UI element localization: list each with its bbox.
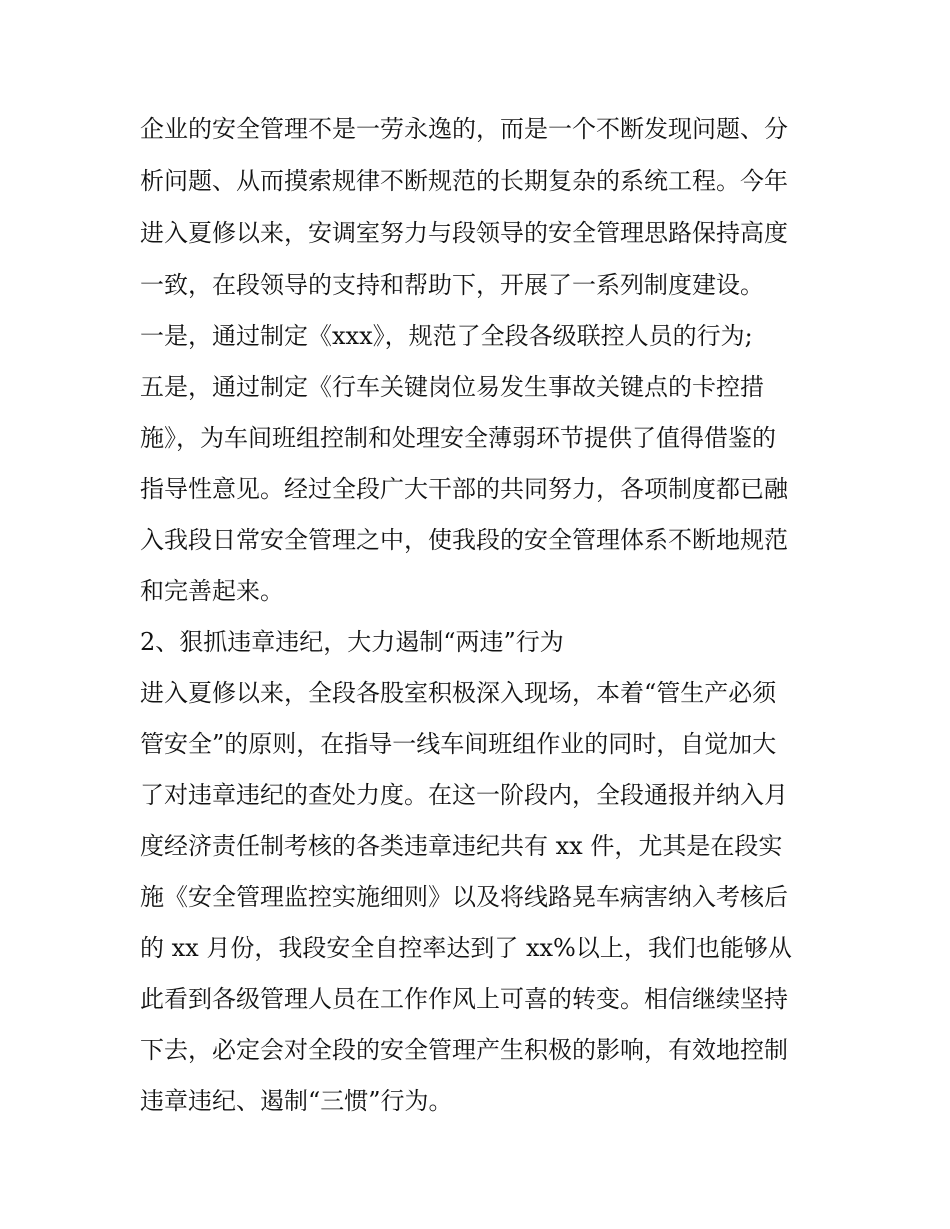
text-line: 进入夏修以来，安调室努力与段领导的安全管理思路保持高度 xyxy=(140,219,788,247)
text-line: 指导性意见。经过全段广大干部的共同努力，各项制度都已融 xyxy=(140,475,788,503)
text-line: 此看到各级管理人员在工作作风上可喜的转变。相信继续坚持 xyxy=(140,985,788,1013)
text-line: 和完善起来。 xyxy=(140,577,284,605)
text-line: 的 xx 月份，我段安全自控率达到了 xx%以上，我们也能够从 xyxy=(140,934,792,962)
text-line: 一是，通过制定《xxx》，规范了全段各级联控人员的行为; xyxy=(140,322,753,350)
text-line: 了对违章违纪的查处力度。在这一阶段内，全段通报并纳入月 xyxy=(140,781,788,809)
text-line: 进入夏修以来，全段各股室积极深入现场，本着“管生产必须 xyxy=(140,679,777,707)
text-line: 下去，必定会对全段的安全管理产生积极的影响，有效地控制 xyxy=(140,1036,788,1064)
text-line: 施》，为车间班组控制和处理安全薄弱环节提供了值得借鉴的 xyxy=(140,424,776,452)
text-line: 一致，在段领导的支持和帮助下，开展了一系列制度建设。 xyxy=(140,271,764,299)
text-line: 度经济责任制考核的各类违章违纪共有 xx 件，尤其是在段实 xyxy=(140,832,783,860)
section-heading: 2、狠抓违章违纪，大力遏制“两违”行为 xyxy=(140,628,564,656)
text-line: 五是，通过制定《行车关键岗位易发生事故关键点的卡控措 xyxy=(140,373,764,401)
text-line: 入我段日常安全管理之中，使我段的安全管理体系不断地规范 xyxy=(140,526,788,554)
text-line: 施《安全管理监控实施细则》以及将线路晃车病害纳入考核后 xyxy=(140,883,788,911)
text-line: 企业的安全管理不是一劳永逸的，而是一个不断发现问题、分 xyxy=(140,115,788,143)
text-line: 管安全”的原则，在指导一线车间班组作业的同时，自觉加大 xyxy=(140,730,777,758)
text-line: 违章违纪、遏制“三惯”行为。 xyxy=(140,1087,453,1115)
text-line: 析问题、从而摸索规律不断规范的长期复杂的系统工程。今年 xyxy=(140,167,788,195)
